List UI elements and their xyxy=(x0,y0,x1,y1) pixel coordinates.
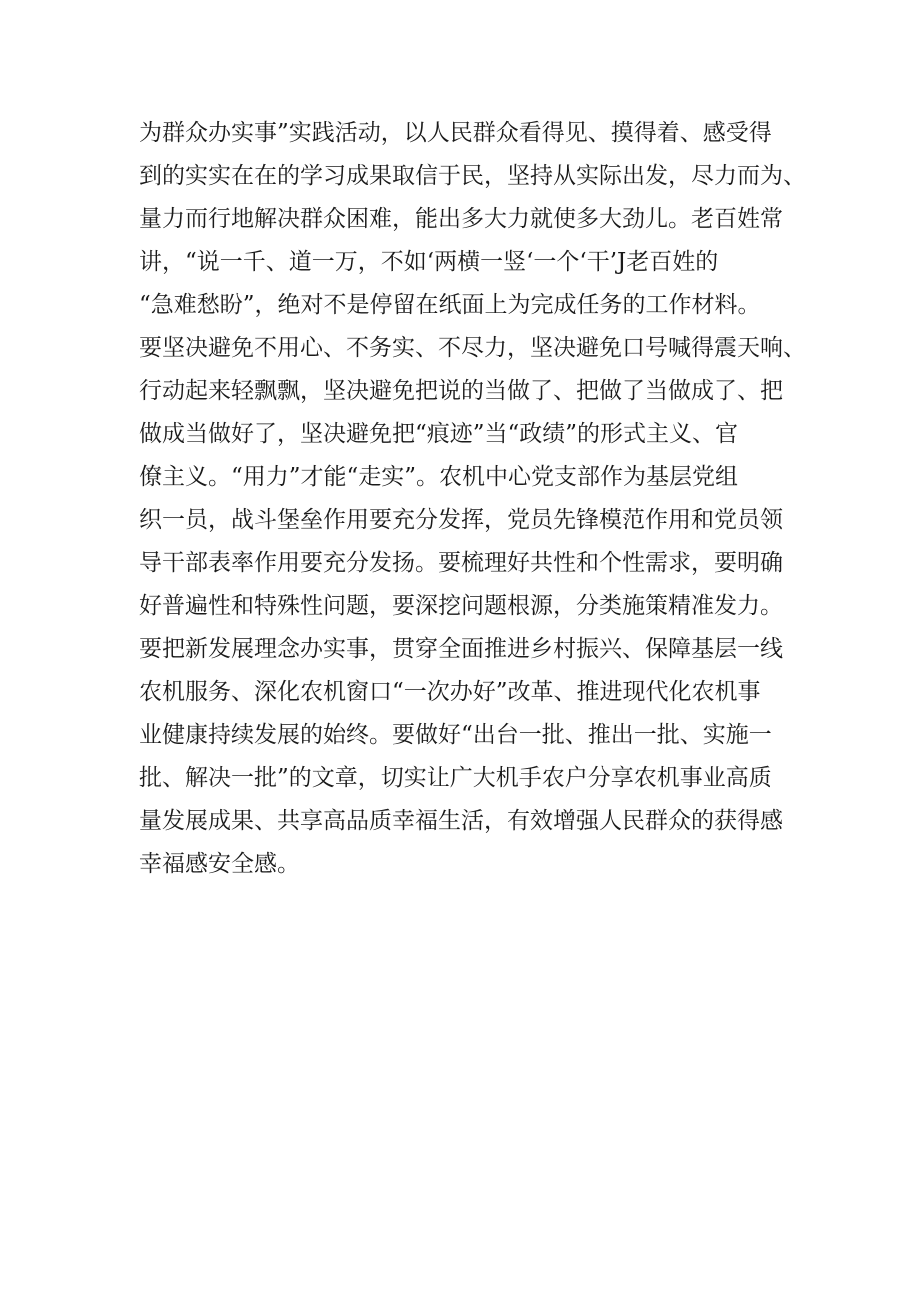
text-line-9: 僚主义。“用力”才能“走实”。农机中心党支部作为基层党组 xyxy=(139,464,739,490)
text-line-7: 行动起来轻飘飘，坚决避免把说的当做了、把做了当做成了、把 xyxy=(139,378,783,404)
text-line-3: 量力而行地解决群众困难，能出多大力就使多大劲儿。老百姓常 xyxy=(139,206,783,232)
text-line-10: 织一员，战斗堡垒作用要充分发挥，党员先锋模范作用和党员领 xyxy=(139,507,783,533)
text-line-4: 讲，“说一千、道一万，不如‘两横一竖‘一个‘干’J老百姓的 xyxy=(139,249,719,275)
text-line-5: “急难愁盼”，绝对不是停留在纸面上为完成任务的工作材料。 xyxy=(139,292,761,318)
text-line-16: 批、解决一批”的文章，切实让广大机手农户分享农机事业高质 xyxy=(139,765,772,791)
text-line-15: 业健康持续发展的始终。要做好“出台一批、推出一批、实施一 xyxy=(139,722,772,748)
text-line-11: 导干部表率作用要充分发扬。要梳理好共性和个性需求，要明确 xyxy=(139,550,783,576)
text-line-6: 要坚决避免不用心、不务实、不尽力，坚决避免口号喊得震天响、 xyxy=(139,335,806,361)
text-line-8: 做成当做好了，坚决避免把“痕迹”当“政绩”的形式主义、官 xyxy=(139,421,739,447)
text-line-13: 要把新发展理念办实事，贯穿全面推进乡村振兴、保障基层一线 xyxy=(139,636,783,662)
text-line-12: 好普遍性和特殊性问题，要深挖问题根源，分类施策精准发力。 xyxy=(139,593,783,619)
text-line-17: 量发展成果、共享高品质幸福生活，有效增强人民群众的获得感 xyxy=(139,808,783,834)
text-line-2: 到的实实在在的学习成果取信于民，坚持从实际出发，尽力而为、 xyxy=(139,163,806,189)
text-line-1: 为群众办实事”实践活动，以人民群众看得见、摸得着、感受得 xyxy=(139,120,772,146)
text-line-18: 幸福感安全感。 xyxy=(139,851,300,877)
body-paragraph xyxy=(139,112,839,886)
text-line-14: 农机服务、深化农机窗口“一次办好”改革、推进现代化农机事 xyxy=(139,679,761,705)
